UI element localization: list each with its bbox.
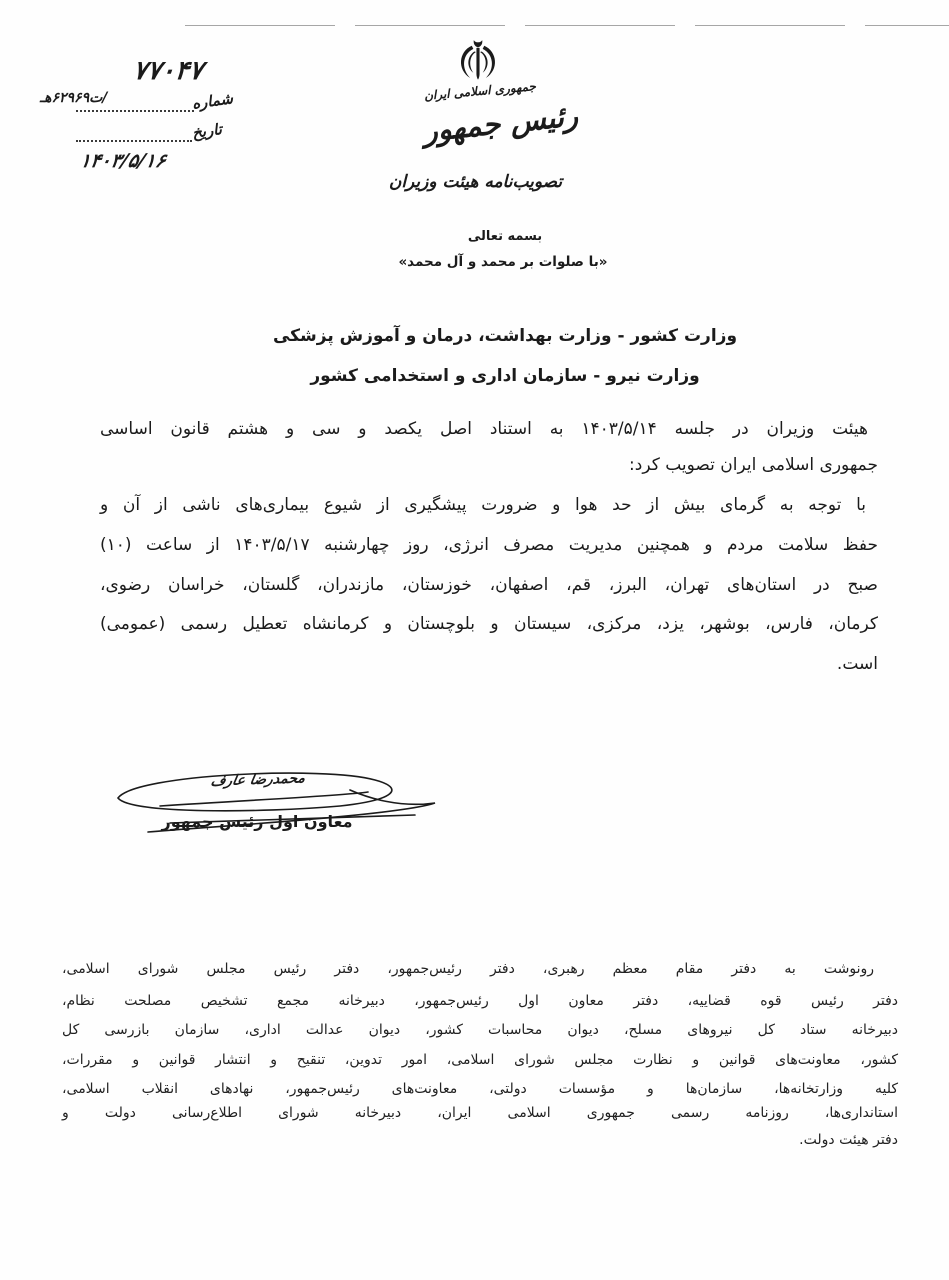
- body-p2-line5: است.: [836, 654, 878, 674]
- signature-block: [100, 760, 475, 855]
- signatory-name: محمدرضا عارف: [209, 770, 307, 790]
- date-dotted-line: [76, 140, 192, 142]
- addressee-line-1: وزارت کشور - وزارت بهداشت، درمان و آموزش پزشکی: [272, 326, 738, 346]
- date-field-label: تاریخ: [190, 120, 223, 142]
- number-dotted-line: [76, 110, 194, 112]
- handwritten-dossier-number: /ت۶۲۹۶۹هـ: [40, 90, 108, 106]
- scan-artifact-line: [185, 25, 949, 26]
- cc-line-5: کلیه وزارتخانه‌ها، سازمان‌ها و مؤسسات دولتی، معاونت‌های رئیس‌جمهور، نهادهای انقلاب اسلامی،: [62, 1081, 898, 1097]
- body-p1-line1: هیئت وزیران در جلسه ۱۴۰۳/۵/۱۴ به استناد اصل یکصد و سی و هشتم قانون اساسی: [100, 419, 869, 439]
- body-p2-line1: با توجه به گرمای بیش از حد هوا و ضرورت پیشگیری از شیوع بیماری‌های ناشی از آن و: [100, 495, 866, 515]
- cc-line-3: دبیرخانه ستاد کل نیروهای مسلح، دیوان محاسبات کشور، دیوان عدالت اداری، سازمان بازرسی کل: [62, 1022, 898, 1038]
- cc-line-6: استانداری‌ها، روزنامه رسمی جمهوری اسلامی ایران، دبیرخانه شورای اطلاع‌رسانی دولت و: [62, 1105, 898, 1121]
- body-p2-line3: صبح در استان‌های تهران، البرز، قم، اصفهان، خوزستان، مازندران، گلستان، خراسان رضوی،: [100, 575, 878, 595]
- letterhead-country-name: جمهوری اسلامی ایران: [423, 79, 537, 103]
- handwritten-date: ۱۴۰۳/۵/۱۶: [78, 150, 168, 172]
- body-p2-line4: کرمان، فارس، بوشهر، یزد، مرکزی، سیستان و بلوچستان و کرمانشاه تعطیل رسمی (عمومی): [100, 614, 878, 634]
- letterhead-office-title: رئیس جمهور: [421, 98, 580, 149]
- addressee-line-2: وزارت نیرو - سازمان اداری و استخدامی کشور: [310, 366, 700, 386]
- body-p2-line2: حفظ سلامت مردم و همچنین مدیریت مصرف انرژی، روز چهارشنبه ۱۴۰۳/۵/۱۷ از ساعت (۱۰): [100, 535, 878, 555]
- body-p1-line2: جمهوری اسلامی ایران تصویب کرد:: [629, 455, 878, 475]
- signatory-title: معاون اول رئیس جمهور: [161, 812, 353, 831]
- besmele-line: بسمه تعالی: [467, 229, 543, 244]
- cc-line-1: رونوشت به دفتر مقام معظم رهبری، دفتر رئیس‌جمهور، دفتر رئیس مجلس شورای اسلامی،: [62, 961, 874, 977]
- letterhead-document-type: تصویب‌نامه هیئت وزیران: [388, 172, 563, 192]
- salawat-line: «با صلوات بر محمد و آل محمد»: [398, 254, 608, 270]
- number-field-label: شماره: [190, 89, 234, 113]
- handwritten-registration-number: ۷۷۰۴۷: [131, 56, 205, 86]
- cc-line-4: کشور، معاونت‌های قوانین و نظارت مجلس شورای اسلامی، امور تدوین، تنقیح و انتشار قوانین و مقررات،: [62, 1052, 898, 1068]
- cc-line-2: دفتر رئیس قوه قضاییه، دفتر معاون اول رئیس‌جمهور، دبیرخانه مجمع تشخیص مصلحت نظام،: [62, 993, 898, 1009]
- cc-line-7: دفتر هیئت دولت.: [799, 1132, 898, 1148]
